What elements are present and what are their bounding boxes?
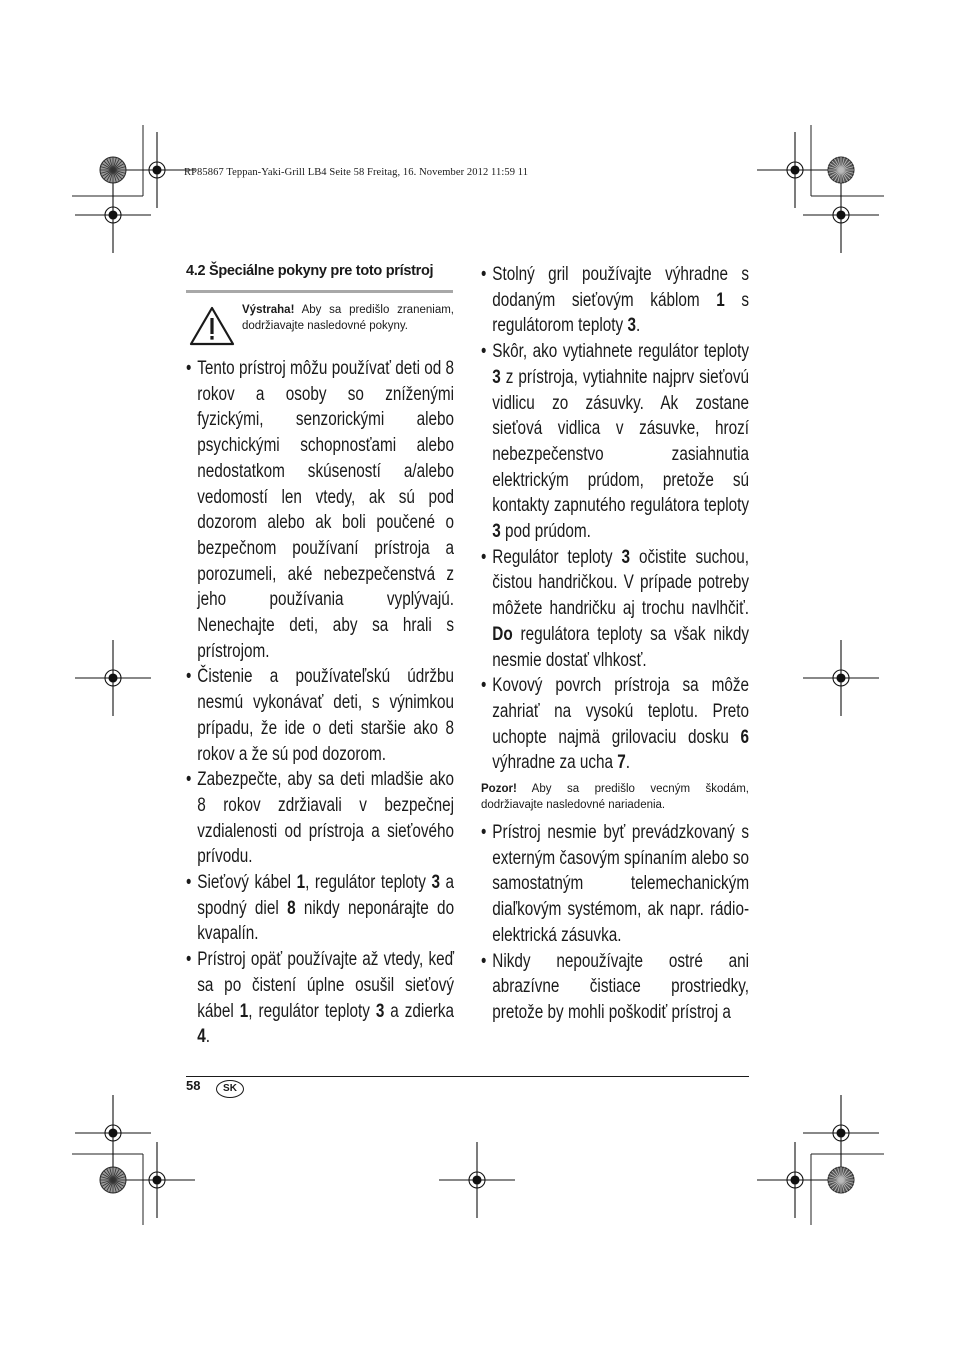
list-item: • Zabezpečte, aby sa deti mladšie ako 8 rokov zdržiavali v bezpečnej vzdialenosti od prístroja a sieťového prívodu. [186, 767, 454, 870]
list-item: • Prístroj opäť používajte až vtedy, keď sa po čistení úplne osušil sieťový kábel 1, regulátor teploty 3 a zdierka 4. [186, 947, 454, 1050]
warning-text: Aby sa predišlo zraneniam, dodržiavajte nasledovné pokyny. [242, 304, 454, 332]
list-item: • Regulátor teploty 3 očistite suchou, čistou handričkou. V prípade potreby môžete handričku aj trochu navlhčiť. Do regulátora teploty sa však nikdy nesmie dostať vlhkosť. [481, 545, 749, 674]
list-item: • Nikdy nepoužívajte ostré ani abrazívne čistiace prostriedky, pretože by mohli poškodiť prístroj a [481, 949, 749, 1026]
caution-notice [481, 782, 749, 813]
caution-text: Aby sa predišlo vecným škodám, dodržiavajte nasledovné nariadenia. [481, 783, 749, 811]
left-column [186, 356, 454, 1050]
registration-wheel [828, 157, 854, 183]
section-rule [186, 290, 453, 293]
registration-wheel [828, 1167, 854, 1193]
registration-wheel [100, 1167, 126, 1193]
section-title: 4.2 Špeciálne pokyny pre toto prístroj [186, 263, 434, 279]
footer-rule [186, 1076, 749, 1077]
right-column-lower [481, 820, 749, 1026]
list-item: • Skôr, ako vytiahnete regulátor teploty 3 z prístroja, vytiahnite najprv sieťovú vidlicu zo zásuvky. Ak zostane sieťová vidlica v zásuvke, hrozí nebezpečenstvo zasiahnutia elektrickým prúdom, pretože sú kontakty zapnutého regulátora teploty 3 pod prúdom. [481, 339, 749, 545]
list-item: • Sieťový kábel 1, regulátor teploty 3 a spodný diel 8 nikdy neponárajte do kvapalín. [186, 870, 454, 947]
list-item: • Kovový povrch prístroja sa môže zahriať na vysokú teplotu. Preto uchopte najmä grilovaciu dosku 6 výhradne za ucha 7. [481, 673, 749, 776]
language-badge: SK [216, 1080, 244, 1098]
list-item: • Tento prístroj môžu používať deti od 8 rokov a osoby so zníženými fyzickými, senzorickými alebo psychickými schopnosťami alebo nedostatkom skúseností a/alebo vedomostí len vtedy, ak sú pod dozorom alebo ak boli poučené o bezpečnom používaní prístroja a porozumeli, aké nebezpečenstvá z jeho používania vyplývajú. Nenechajte deti, aby sa hrali s prístrojom. [186, 356, 454, 664]
caution-label: Pozor! [481, 783, 517, 795]
warning-notice [242, 303, 454, 334]
right-column [481, 262, 749, 776]
page-number: 58 [186, 1078, 201, 1093]
warning-label: Výstraha! [242, 304, 295, 316]
list-item: • Prístroj nesmie byť prevádzkovaný s externým časovým spínaním alebo so samostatným telemechanickým diaľkovým systémom, ak napr. rádio-elektrická zásuvka. [481, 820, 749, 949]
registration-wheel [100, 157, 126, 183]
list-item: • Čistenie a používateľskú údržbu nesmú vykonávať deti, s výnimkou prípadu, že ide o deti staršie ako 8 rokov a že sú pod dozorom. [186, 664, 454, 767]
warning-triangle-icon [189, 305, 235, 347]
print-header: RP85867 Teppan-Yaki-Grill LB4 Seite 58 Freitag, 16. November 2012 11:59 11 [184, 167, 529, 178]
list-item: • Stolný gril používajte výhradne s dodaným sieťovým káblom 1 s regulátorom teploty 3. [481, 262, 749, 339]
